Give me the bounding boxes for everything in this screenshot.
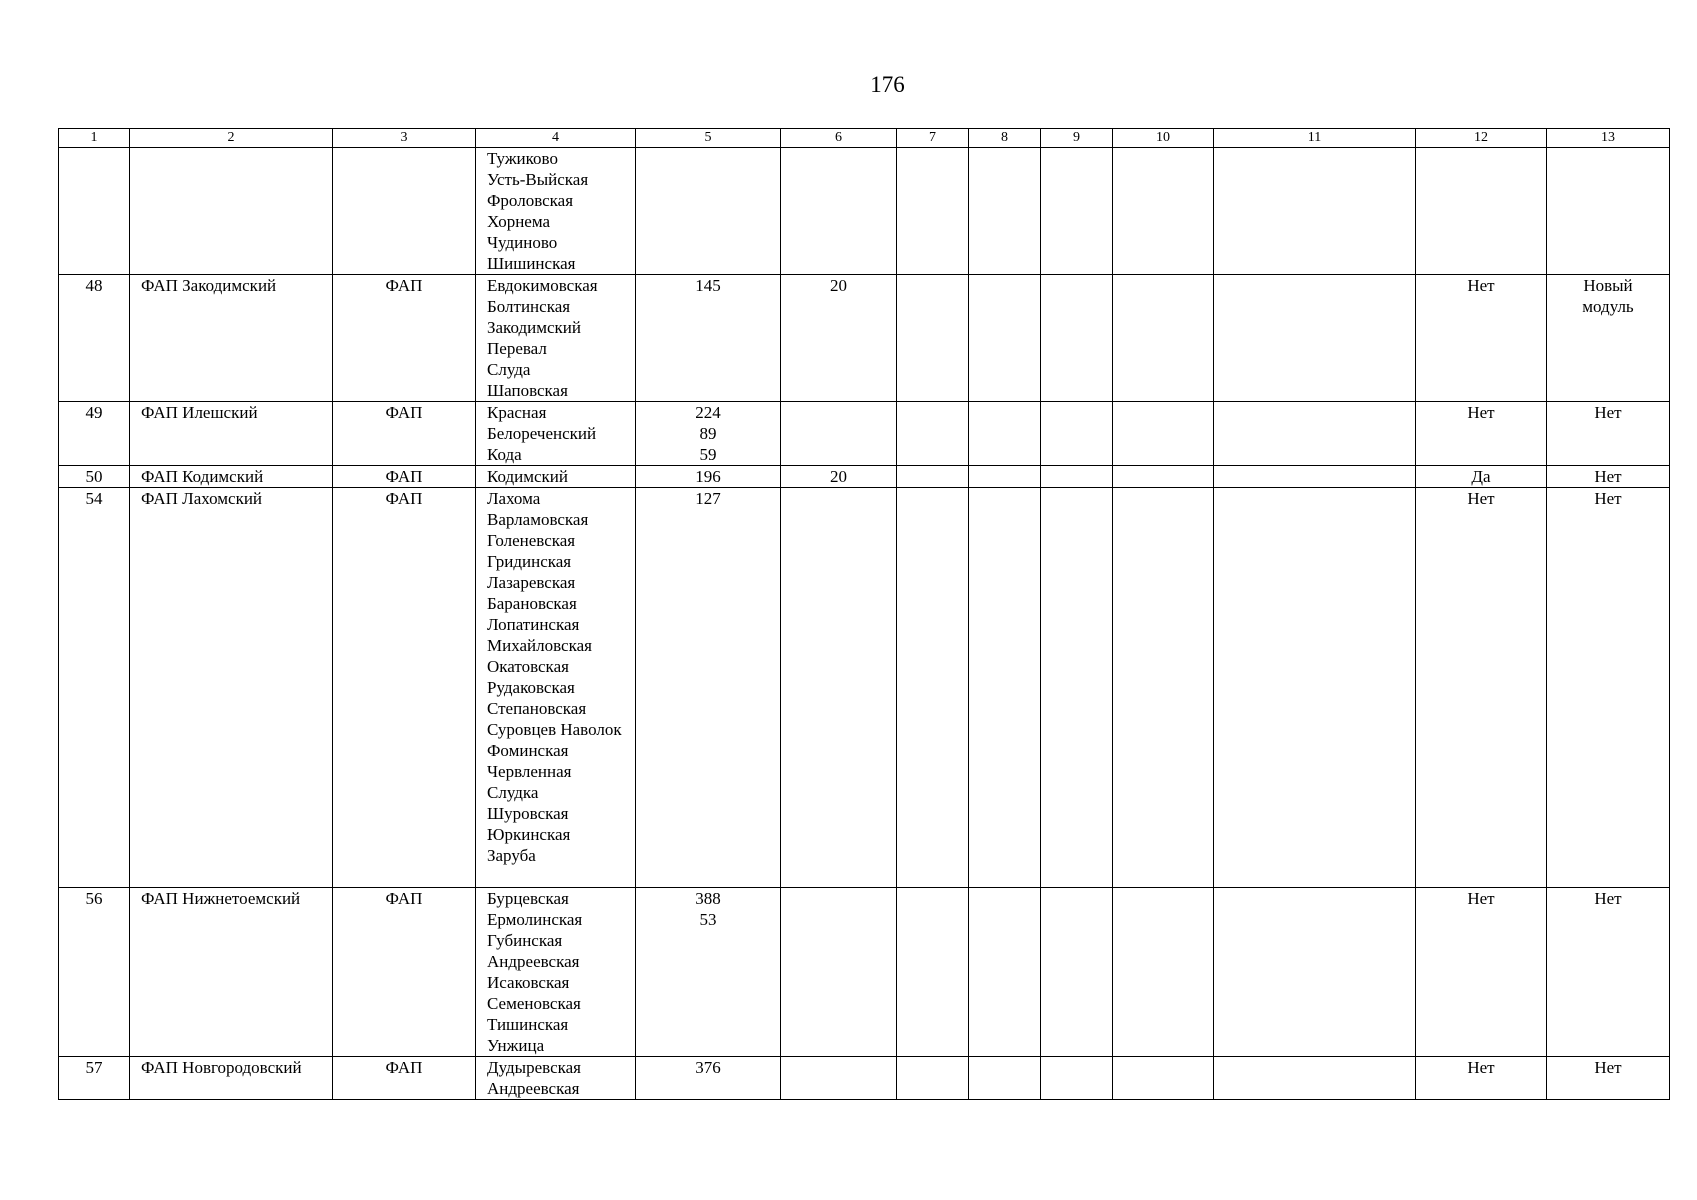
- column-8-cell: [969, 1057, 1041, 1100]
- settlements-cell-line: Усть-Выйская: [487, 170, 589, 189]
- table-row: [59, 275, 1670, 402]
- page-number: 176: [870, 72, 905, 97]
- column-13-cell-line: Нет: [1594, 889, 1622, 908]
- facility-type-cell: ФАП: [333, 275, 476, 402]
- column-8-cell: [969, 402, 1041, 466]
- column-8-cell: [969, 488, 1041, 888]
- column-9-cell: [1041, 402, 1113, 466]
- column-9-cell: [1041, 488, 1113, 888]
- column-7-cell: [897, 402, 969, 466]
- column-11-cell: [1214, 1057, 1416, 1100]
- settlements-cell-line: Лазаревская: [487, 573, 576, 592]
- column-12-cell: [1416, 148, 1547, 275]
- column-12-cell: Нет: [1416, 275, 1547, 402]
- table-row: [59, 488, 1670, 888]
- column-header: 13: [1547, 129, 1670, 148]
- population-cell: [636, 888, 781, 1057]
- population-cell-line: 145: [695, 276, 721, 295]
- settlements-cell-line: Дудыревская: [487, 1058, 581, 1077]
- column-7-cell: [897, 488, 969, 888]
- population-cell: [636, 402, 781, 466]
- row-number-cell: 50: [59, 466, 130, 488]
- settlements-cell-line: Шаповская: [487, 381, 568, 400]
- population-cell: [636, 148, 781, 275]
- column-13-cell: [1547, 488, 1670, 888]
- settlements-cell-line: Закодимский: [487, 318, 581, 337]
- facility-name-cell: ФАП Закодимский: [130, 275, 333, 402]
- column-10-cell: [1113, 1057, 1214, 1100]
- column-13-cell-line: Нет: [1594, 1058, 1622, 1077]
- column-7-cell: [897, 466, 969, 488]
- column-13-cell-line: модуль: [1582, 297, 1634, 316]
- column-10-cell: [1113, 402, 1214, 466]
- row-number-cell: 48: [59, 275, 130, 402]
- settlements-cell-line: Бурцевская: [487, 889, 569, 908]
- column-13-cell: [1547, 1057, 1670, 1100]
- settlements-cell-line: Унжица: [487, 1036, 545, 1055]
- settlements-cell-line: Ермолинская: [487, 910, 583, 929]
- column-12-cell: Нет: [1416, 888, 1547, 1057]
- column-9-cell: [1041, 888, 1113, 1057]
- population-cell: [636, 275, 781, 402]
- settlements-cell-line: Окатовская: [487, 657, 569, 676]
- column-header: 6: [781, 129, 897, 148]
- column-8-cell: [969, 466, 1041, 488]
- population-cell-line: 376: [695, 1058, 721, 1077]
- population-cell-line: 196: [695, 467, 721, 486]
- population-cell-line: 127: [695, 489, 721, 508]
- settlements-cell-line: Семеновская: [487, 994, 581, 1013]
- column-13-cell: [1547, 402, 1670, 466]
- facility-type-cell: ФАП: [333, 402, 476, 466]
- settlements-cell-line: Гридинская: [487, 552, 572, 571]
- settlements-cell-line: Исаковская: [487, 973, 570, 992]
- column-header: 2: [130, 129, 333, 148]
- facility-type-cell: ФАП: [333, 488, 476, 888]
- table-row: [59, 402, 1670, 466]
- column-6-cell: [781, 888, 897, 1057]
- column-header: 9: [1041, 129, 1113, 148]
- settlements-cell-line: Степановская: [487, 699, 587, 718]
- column-7-cell: [897, 275, 969, 402]
- row-number-cell: 57: [59, 1057, 130, 1100]
- column-6-cell: [781, 488, 897, 888]
- column-12-cell: Да: [1416, 466, 1547, 488]
- column-11-cell: [1214, 488, 1416, 888]
- settlements-cell-line: Барановская: [487, 594, 577, 613]
- settlements-cell-line: Варламовская: [487, 510, 589, 529]
- settlements-cell: [476, 275, 636, 402]
- column-8-cell: [969, 275, 1041, 402]
- settlements-cell-line: Белореченский: [487, 424, 597, 443]
- settlements-cell-line: Михайловская: [487, 636, 592, 655]
- settlements-cell-line: Тишинская: [487, 1015, 569, 1034]
- column-13-cell: [1547, 888, 1670, 1057]
- settlements-cell: [476, 402, 636, 466]
- column-12-cell: Нет: [1416, 1057, 1547, 1100]
- settlements-cell-line: Фоминская: [487, 741, 569, 760]
- settlements-cell-line: Болтинская: [487, 297, 571, 316]
- column-header: 1: [59, 129, 130, 148]
- table-row: [59, 466, 1670, 488]
- settlements-cell-line: Слудка: [487, 783, 539, 802]
- column-6-cell: [781, 402, 897, 466]
- column-8-cell: [969, 148, 1041, 275]
- table-body: [59, 148, 1670, 1100]
- population-cell: [636, 466, 781, 488]
- column-13-cell: [1547, 275, 1670, 402]
- settlements-cell: [476, 488, 636, 888]
- column-10-cell: [1113, 488, 1214, 888]
- settlements-cell-line: [487, 866, 635, 887]
- table-row: [59, 888, 1670, 1057]
- settlements-cell-line: Кода: [487, 445, 522, 464]
- row-number-cell: 56: [59, 888, 130, 1057]
- population-cell-line: 89: [699, 424, 717, 443]
- settlements-cell-line: Чудиново: [487, 233, 558, 252]
- column-header: 4: [476, 129, 636, 148]
- facility-type-cell: ФАП: [333, 466, 476, 488]
- settlements-cell-line: Перевал: [487, 339, 547, 358]
- population-cell-line: 224: [695, 403, 721, 422]
- settlements-cell-line: Лахома: [487, 489, 541, 508]
- facility-name-cell: ФАП Новгородовский: [130, 1057, 333, 1100]
- column-header: 3: [333, 129, 476, 148]
- column-11-cell: [1214, 275, 1416, 402]
- settlements-cell-line: Кодимский: [487, 467, 569, 486]
- column-9-cell: [1041, 466, 1113, 488]
- column-11-cell: [1214, 148, 1416, 275]
- column-9-cell: [1041, 1057, 1113, 1100]
- column-6-cell: [781, 1057, 897, 1100]
- population-cell-line: 59: [699, 445, 717, 464]
- settlements-cell-line: Евдокимовская: [487, 276, 598, 295]
- row-number-cell: [59, 148, 130, 275]
- table-row: [59, 148, 1670, 275]
- column-9-cell: [1041, 148, 1113, 275]
- column-header: 10: [1113, 129, 1214, 148]
- settlements-cell-line: Красная: [487, 403, 547, 422]
- column-13-cell-line: Новый: [1583, 276, 1633, 295]
- settlements-cell-line: Шишинская: [487, 254, 576, 273]
- column-9-cell: [1041, 275, 1113, 402]
- settlements-cell-line: Слуда: [487, 360, 531, 379]
- settlements-cell-line: Голеневская: [487, 531, 576, 550]
- column-header: 7: [897, 129, 969, 148]
- column-11-cell: [1214, 402, 1416, 466]
- column-6-cell: [781, 148, 897, 275]
- settlements-cell-line: Заруба: [487, 846, 536, 865]
- column-header: 8: [969, 129, 1041, 148]
- column-11-cell: [1214, 466, 1416, 488]
- column-header: 11: [1214, 129, 1416, 148]
- settlements-cell-line: Червленная: [487, 762, 572, 781]
- facility-name-cell: ФАП Нижнетоемский: [130, 888, 333, 1057]
- column-8-cell: [969, 888, 1041, 1057]
- facility-name-cell: ФАП Лахомский: [130, 488, 333, 888]
- population-cell: [636, 1057, 781, 1100]
- column-6-cell: 20: [781, 466, 897, 488]
- column-11-cell: [1214, 888, 1416, 1057]
- column-7-cell: [897, 1057, 969, 1100]
- column-7-cell: [897, 148, 969, 275]
- column-10-cell: [1113, 466, 1214, 488]
- settlements-cell-line: Шуровская: [487, 804, 569, 823]
- table-row: [59, 1057, 1670, 1100]
- column-12-cell: Нет: [1416, 488, 1547, 888]
- column-header: 12: [1416, 129, 1547, 148]
- column-10-cell: [1113, 275, 1214, 402]
- settlements-cell-line: Тужиково: [487, 149, 558, 168]
- population-cell-line: 388: [695, 889, 721, 908]
- facility-type-cell: ФАП: [333, 1057, 476, 1100]
- facility-type-cell: [333, 148, 476, 275]
- row-number-cell: 54: [59, 488, 130, 888]
- settlements-cell-line: Суровцев Наволок: [487, 720, 622, 739]
- facility-name-cell: ФАП Кодимский: [130, 466, 333, 488]
- column-number-row: [59, 129, 1670, 148]
- settlements-cell-line: Губинская: [487, 931, 563, 950]
- column-13-cell-line: Нет: [1594, 403, 1622, 422]
- settlements-cell-line: Андреевская: [487, 1079, 580, 1098]
- column-13-cell: [1547, 466, 1670, 488]
- settlements-cell-line: Хорнема: [487, 212, 551, 231]
- settlements-cell: [476, 1057, 636, 1100]
- settlements-cell-line: Лопатинская: [487, 615, 580, 634]
- settlements-cell: [476, 148, 636, 275]
- settlements-cell-line: Фроловская: [487, 191, 574, 210]
- population-cell-line: 53: [699, 910, 717, 929]
- settlements-cell: [476, 888, 636, 1057]
- settlements-cell-line: Рудаковская: [487, 678, 575, 697]
- column-6-cell: 20: [781, 275, 897, 402]
- column-10-cell: [1113, 148, 1214, 275]
- column-13-cell: [1547, 148, 1670, 275]
- column-13-cell-line: Нет: [1594, 467, 1622, 486]
- facility-name-cell: [130, 148, 333, 275]
- facility-name-cell: ФАП Илешский: [130, 402, 333, 466]
- column-10-cell: [1113, 888, 1214, 1057]
- column-header: 5: [636, 129, 781, 148]
- population-cell: [636, 488, 781, 888]
- settlements-cell-line: Юркинская: [487, 825, 571, 844]
- column-13-cell-line: Нет: [1594, 489, 1622, 508]
- column-7-cell: [897, 888, 969, 1057]
- row-number-cell: 49: [59, 402, 130, 466]
- column-12-cell: Нет: [1416, 402, 1547, 466]
- facility-type-cell: ФАП: [333, 888, 476, 1057]
- settlements-cell-line: Андреевская: [487, 952, 580, 971]
- facility-table: [58, 128, 1670, 1100]
- settlements-cell: [476, 466, 636, 488]
